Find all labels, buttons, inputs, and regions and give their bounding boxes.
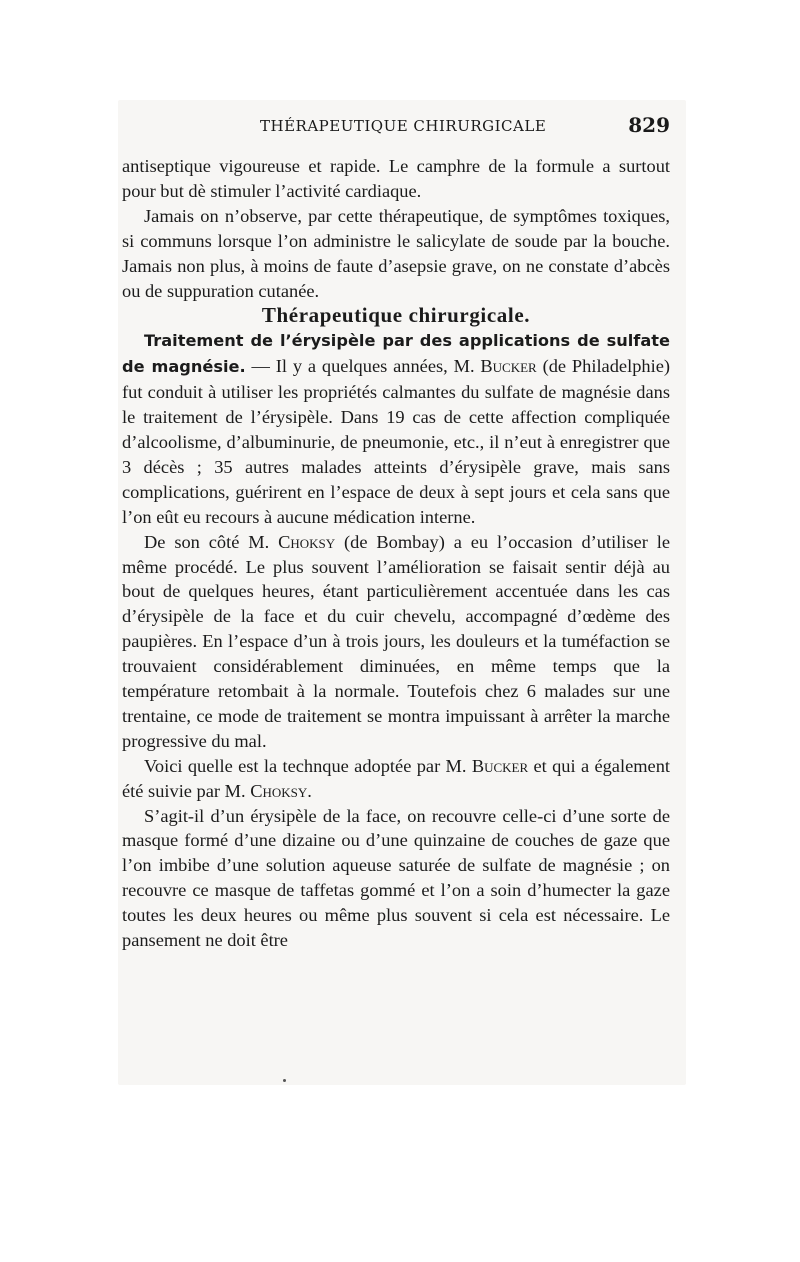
author-name-choksy: Choksy xyxy=(278,531,336,552)
paragraph-bucker-text-b: (de Philadelphie) fut conduit à utiliser les propriétés calmantes du sulfate de magnésie dans le traitement de l’érysipèle. Dans 19 cas de cette affection compliquée d’alcoolisme, d’albuminurie, de pneumonie, etc., il n’eut à enregistrer que 3 décès ; 35 autres malades atteints d’érysipèle grave, mais sans complications, guérirent en l’espace de deux à sept jours et cela sans que l’on eût eu recours à aucune médication interne. xyxy=(122,356,670,527)
page-number: 829 xyxy=(628,113,670,137)
paragraph-choksy-text-b: (de Bombay) a eu l’occasion d’utiliser le même procédé. Le plus souvent l’amélioration se faisait sentir déjà au bout de quelques heures, étant particulièrement accentuée dans les cas d’érysipèle de la face et du cuir chevelu, accompagné d’œdème des paupières. En l’espace d’un à trois jours, les douleurs et la tuméfaction se trouvaient considérablement diminuées, en même temps que la température retombait à la normale. Toutefois chez 6 malades sur une trentaine, ce mode de traitement se montra impuissant à arrêter la marche progressive du mal. xyxy=(122,531,670,751)
author-name-bucker: Bucker xyxy=(480,356,537,377)
paragraph-technique-text-c: . xyxy=(307,780,312,801)
paragraph-choksy xyxy=(122,530,670,754)
author-name-choksy-2: Choksy xyxy=(250,780,308,801)
paragraph-technique-text-a: Voici quelle est la technque adoptée par M. xyxy=(144,755,472,776)
ink-speck xyxy=(283,1079,286,1082)
paragraph-face-mask: S’agit-il d’un érysipèle de la face, on recouvre celle-ci d’une sorte de masque formé d’une dizaine ou d’une quinzaine de couches de gaze que l’on imbibe d’une solution aqueuse saturée de sulfate de magnésie ; on recouvre ce masque de taffetas gommé et l’on a soin d’humecter la gaze toutes les deux heures ou même plus souvent si cela est nécessaire. Le pansement ne doit être xyxy=(122,805,670,951)
run-in-heading: Traitement de l’érysipèle par des applications de sulfate de magnésie. xyxy=(122,331,670,377)
paragraph-toxicity: Jamais on n’observe, par cette thérapeutique, de symptômes toxiques, si communs lorsque l’on administre le salicylate de soude par la bouche. Jamais non plus, à moins de faute d’asepsie grave, on ne constate d’abcès ou de suppuration cutanée. xyxy=(122,205,670,301)
body-text xyxy=(122,154,670,953)
running-title: THÉRAPEUTIQUE CHIRURGICALE xyxy=(260,117,547,135)
paragraph-technique-text-b: et qui a également été suivie par M. xyxy=(122,755,671,801)
page-header xyxy=(122,113,670,141)
section-title: Thérapeutique chirurgicale. xyxy=(261,303,531,328)
paragraph-choksy-text-a: De son côté M. xyxy=(144,531,279,552)
paragraph-continuation: antiseptique vigoureuse et rapide. Le camphre de la formule a surtout pour but dè stimuler l’activité cardiaque. xyxy=(122,156,670,201)
paragraph-bucker-text-a: — Il y a quelques années, M. xyxy=(245,356,481,377)
author-name-bucker-2: Bucker xyxy=(471,755,529,776)
paragraph-bucker xyxy=(122,328,670,529)
paragraph-technique xyxy=(122,754,670,804)
